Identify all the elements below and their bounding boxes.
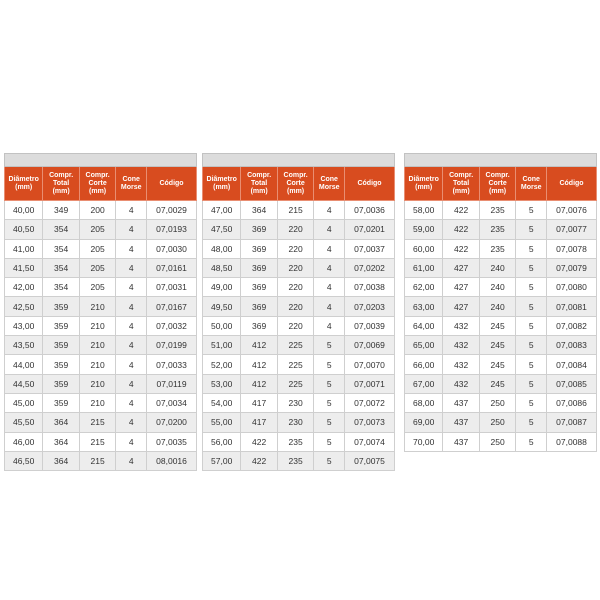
cell-compr-total: 432 — [443, 355, 479, 374]
table-row — [5, 278, 197, 297]
cell-compr-total: 369 — [241, 239, 277, 258]
cell-compr-corte: 215 — [79, 413, 115, 432]
cell-compr-corte: 210 — [79, 336, 115, 355]
cell-codigo: 07,0086 — [547, 393, 597, 412]
table-row — [405, 201, 597, 220]
cell-diametro: 61,00 — [405, 258, 443, 277]
cell-cone-morse: 5 — [314, 413, 345, 432]
table-header-row — [405, 167, 597, 201]
cell-diametro: 45,00 — [5, 393, 43, 412]
table-row — [203, 258, 395, 277]
cell-codigo: 07,0032 — [147, 316, 197, 335]
cell-cone-morse: 5 — [516, 239, 547, 258]
cell-compr-total: 364 — [43, 451, 79, 470]
cell-compr-corte: 205 — [79, 220, 115, 239]
table-row — [405, 258, 597, 277]
cell-codigo: 07,0070 — [345, 355, 395, 374]
header-diametro: Diâmetro (mm) — [5, 167, 43, 201]
cell-codigo: 07,0039 — [345, 316, 395, 335]
spec-table-1 — [4, 153, 197, 471]
table-row — [405, 220, 597, 239]
table-row — [5, 220, 197, 239]
cell-diametro: 54,00 — [203, 393, 241, 412]
header-codigo: Código — [147, 167, 197, 201]
cell-codigo: 07,0036 — [345, 201, 395, 220]
cell-compr-corte: 245 — [479, 336, 515, 355]
cell-codigo: 07,0119 — [147, 374, 197, 393]
cell-codigo: 07,0034 — [147, 393, 197, 412]
cell-cone-morse: 4 — [314, 278, 345, 297]
cell-compr-total: 427 — [443, 258, 479, 277]
table-row — [5, 239, 197, 258]
cell-diametro: 66,00 — [405, 355, 443, 374]
cell-codigo: 07,0033 — [147, 355, 197, 374]
table-row — [405, 413, 597, 432]
cell-compr-corte: 205 — [79, 278, 115, 297]
cell-compr-total: 422 — [443, 201, 479, 220]
cell-codigo: 07,0084 — [547, 355, 597, 374]
table-row — [203, 316, 395, 335]
cell-compr-total: 354 — [43, 278, 79, 297]
cell-compr-total: 354 — [43, 258, 79, 277]
cell-cone-morse: 5 — [516, 297, 547, 316]
cell-cone-morse: 4 — [116, 355, 147, 374]
cell-cone-morse: 5 — [516, 393, 547, 412]
cell-compr-total: 427 — [443, 278, 479, 297]
table-header-row — [203, 167, 395, 201]
cell-diametro: 69,00 — [405, 413, 443, 432]
cell-compr-total: 412 — [241, 374, 277, 393]
cell-cone-morse: 5 — [516, 413, 547, 432]
table-row — [405, 374, 597, 393]
cell-diametro: 50,00 — [203, 316, 241, 335]
header-cone-morse: Cone Morse — [116, 167, 147, 201]
cell-diametro: 65,00 — [405, 336, 443, 355]
cell-cone-morse: 4 — [116, 451, 147, 470]
cell-diametro: 67,00 — [405, 374, 443, 393]
table-row — [5, 201, 197, 220]
cell-codigo: 07,0082 — [547, 316, 597, 335]
table-row — [5, 297, 197, 316]
cell-codigo: 07,0199 — [147, 336, 197, 355]
cell-codigo: 07,0088 — [547, 432, 597, 451]
table-row — [5, 432, 197, 451]
table-row — [203, 336, 395, 355]
cell-compr-corte: 205 — [79, 239, 115, 258]
cell-compr-corte: 245 — [479, 316, 515, 335]
table-top-band — [5, 154, 197, 167]
cell-cone-morse: 5 — [516, 336, 547, 355]
cell-compr-corte: 215 — [79, 451, 115, 470]
cell-compr-corte: 210 — [79, 374, 115, 393]
spec-table-2 — [202, 153, 395, 471]
table-row — [405, 239, 597, 258]
table-row — [5, 374, 197, 393]
cell-cone-morse: 4 — [116, 393, 147, 412]
cell-cone-morse: 5 — [516, 316, 547, 335]
cell-codigo: 07,0202 — [345, 258, 395, 277]
cell-cone-morse: 5 — [516, 374, 547, 393]
cell-compr-total: 364 — [241, 201, 277, 220]
cell-compr-total: 359 — [43, 297, 79, 316]
cell-cone-morse: 5 — [314, 355, 345, 374]
cell-compr-total: 422 — [241, 432, 277, 451]
cell-codigo: 07,0074 — [345, 432, 395, 451]
cell-cone-morse: 5 — [516, 355, 547, 374]
cell-compr-corte: 225 — [277, 355, 313, 374]
header-compr-corte: Compr. Corte (mm) — [277, 167, 313, 201]
cell-cone-morse: 5 — [516, 220, 547, 239]
cell-codigo: 07,0193 — [147, 220, 197, 239]
cell-cone-morse: 4 — [314, 297, 345, 316]
cell-compr-corte: 230 — [277, 393, 313, 412]
cell-codigo: 07,0087 — [547, 413, 597, 432]
cell-cone-morse: 5 — [314, 393, 345, 412]
cell-codigo: 07,0076 — [547, 201, 597, 220]
cell-compr-corte: 205 — [79, 258, 115, 277]
cell-compr-total: 369 — [241, 220, 277, 239]
cell-cone-morse: 4 — [116, 336, 147, 355]
cell-diametro: 56,00 — [203, 432, 241, 451]
cell-compr-corte: 240 — [479, 297, 515, 316]
cell-codigo: 07,0081 — [547, 297, 597, 316]
cell-compr-corte: 220 — [277, 316, 313, 335]
table-row — [203, 297, 395, 316]
table-row — [203, 201, 395, 220]
cell-diametro: 49,50 — [203, 297, 241, 316]
cell-compr-total: 369 — [241, 258, 277, 277]
cell-compr-corte: 230 — [277, 413, 313, 432]
cell-diametro: 41,50 — [5, 258, 43, 277]
cell-compr-total: 364 — [43, 432, 79, 451]
cell-compr-corte: 235 — [277, 451, 313, 470]
table-row — [5, 451, 197, 470]
cell-compr-corte: 245 — [479, 374, 515, 393]
cell-compr-total: 364 — [43, 413, 79, 432]
cell-cone-morse: 4 — [314, 220, 345, 239]
cell-diametro: 63,00 — [405, 297, 443, 316]
cell-codigo: 07,0080 — [547, 278, 597, 297]
cell-diametro: 40,00 — [5, 201, 43, 220]
cell-diametro: 52,00 — [203, 355, 241, 374]
cell-diametro: 51,00 — [203, 336, 241, 355]
table-row — [405, 278, 597, 297]
cell-cone-morse: 4 — [116, 432, 147, 451]
table-row — [405, 316, 597, 335]
cell-codigo: 07,0161 — [147, 258, 197, 277]
cell-codigo: 07,0077 — [547, 220, 597, 239]
cell-codigo: 07,0037 — [345, 239, 395, 258]
table-row — [203, 278, 395, 297]
table-row — [203, 413, 395, 432]
cell-diametro: 44,50 — [5, 374, 43, 393]
header-compr-total: Compr. Total (mm) — [443, 167, 479, 201]
cell-diametro: 62,00 — [405, 278, 443, 297]
cell-codigo: 07,0071 — [345, 374, 395, 393]
cell-compr-total: 359 — [43, 355, 79, 374]
header-compr-total: Compr. Total (mm) — [241, 167, 277, 201]
cell-compr-total: 432 — [443, 316, 479, 335]
cell-compr-corte: 240 — [479, 258, 515, 277]
table-row — [203, 220, 395, 239]
header-codigo: Código — [547, 167, 597, 201]
cell-diametro: 41,00 — [5, 239, 43, 258]
cell-cone-morse: 5 — [314, 451, 345, 470]
table-row — [405, 355, 597, 374]
cell-diametro: 70,00 — [405, 432, 443, 451]
cell-codigo: 07,0073 — [345, 413, 395, 432]
table-row — [405, 393, 597, 412]
table-header-row — [5, 167, 197, 201]
cell-compr-corte: 235 — [479, 239, 515, 258]
table-row — [5, 258, 197, 277]
table-row — [405, 432, 597, 451]
cell-compr-corte: 200 — [79, 201, 115, 220]
cell-diametro: 46,50 — [5, 451, 43, 470]
table-row — [5, 336, 197, 355]
table-row — [203, 374, 395, 393]
table-row — [203, 239, 395, 258]
header-compr-total: Compr. Total (mm) — [43, 167, 79, 201]
cell-cone-morse: 5 — [314, 336, 345, 355]
cell-compr-total: 417 — [241, 413, 277, 432]
cell-compr-corte: 220 — [277, 297, 313, 316]
header-cone-morse: Cone Morse — [516, 167, 547, 201]
table-top-band — [203, 154, 395, 167]
cell-codigo: 07,0203 — [345, 297, 395, 316]
cell-codigo: 07,0167 — [147, 297, 197, 316]
cell-diametro: 53,00 — [203, 374, 241, 393]
cell-compr-total: 354 — [43, 220, 79, 239]
cell-compr-corte: 250 — [479, 432, 515, 451]
cell-diametro: 44,00 — [5, 355, 43, 374]
cell-compr-total: 369 — [241, 297, 277, 316]
cell-codigo: 07,0083 — [547, 336, 597, 355]
cell-codigo: 07,0201 — [345, 220, 395, 239]
cell-compr-corte: 225 — [277, 336, 313, 355]
cell-diametro: 49,00 — [203, 278, 241, 297]
cell-compr-total: 369 — [241, 278, 277, 297]
cell-compr-total: 354 — [43, 239, 79, 258]
cell-cone-morse: 4 — [314, 239, 345, 258]
cell-diametro: 48,50 — [203, 258, 241, 277]
cell-codigo: 07,0072 — [345, 393, 395, 412]
cell-diametro: 42,50 — [5, 297, 43, 316]
cell-cone-morse: 4 — [314, 258, 345, 277]
cell-diametro: 60,00 — [405, 239, 443, 258]
cell-compr-corte: 220 — [277, 220, 313, 239]
cell-compr-corte: 235 — [479, 220, 515, 239]
header-compr-corte: Compr. Corte (mm) — [479, 167, 515, 201]
cell-diametro: 55,00 — [203, 413, 241, 432]
table-row — [5, 316, 197, 335]
cell-codigo: 07,0038 — [345, 278, 395, 297]
cell-compr-corte: 250 — [479, 413, 515, 432]
cell-cone-morse: 5 — [314, 374, 345, 393]
header-compr-corte: Compr. Corte (mm) — [79, 167, 115, 201]
cell-compr-total: 437 — [443, 413, 479, 432]
cell-compr-total: 359 — [43, 336, 79, 355]
cell-cone-morse: 5 — [516, 432, 547, 451]
cell-compr-corte: 220 — [277, 239, 313, 258]
cell-diametro: 64,00 — [405, 316, 443, 335]
cell-compr-total: 432 — [443, 336, 479, 355]
cell-codigo: 07,0029 — [147, 201, 197, 220]
table-row — [203, 393, 395, 412]
cell-cone-morse: 4 — [116, 278, 147, 297]
cell-compr-corte: 235 — [479, 201, 515, 220]
cell-compr-corte: 215 — [79, 432, 115, 451]
cell-compr-corte: 225 — [277, 374, 313, 393]
header-diametro: Diâmetro (mm) — [203, 167, 241, 201]
cell-compr-corte: 210 — [79, 393, 115, 412]
cell-compr-corte: 210 — [79, 355, 115, 374]
cell-diametro: 47,00 — [203, 201, 241, 220]
cell-diametro: 48,00 — [203, 239, 241, 258]
table-row — [405, 297, 597, 316]
cell-cone-morse: 4 — [116, 201, 147, 220]
cell-compr-total: 412 — [241, 336, 277, 355]
cell-cone-morse: 4 — [116, 374, 147, 393]
table-top-band — [405, 154, 597, 167]
cell-compr-total: 359 — [43, 393, 79, 412]
cell-diametro: 43,00 — [5, 316, 43, 335]
cell-compr-corte: 220 — [277, 278, 313, 297]
cell-cone-morse: 4 — [116, 258, 147, 277]
cell-diametro: 42,00 — [5, 278, 43, 297]
cell-diametro: 58,00 — [405, 201, 443, 220]
cell-compr-corte: 245 — [479, 355, 515, 374]
cell-compr-total: 349 — [43, 201, 79, 220]
cell-cone-morse: 4 — [314, 316, 345, 335]
table-row — [203, 451, 395, 470]
cell-compr-corte: 250 — [479, 393, 515, 412]
table-row — [5, 413, 197, 432]
cell-cone-morse: 5 — [516, 201, 547, 220]
cell-compr-total: 437 — [443, 393, 479, 412]
header-codigo: Código — [345, 167, 395, 201]
cell-compr-total: 432 — [443, 374, 479, 393]
cell-compr-corte: 215 — [277, 201, 313, 220]
cell-compr-total: 417 — [241, 393, 277, 412]
cell-codigo: 07,0075 — [345, 451, 395, 470]
table-row — [5, 393, 197, 412]
cell-compr-total: 422 — [443, 220, 479, 239]
cell-codigo: 07,0035 — [147, 432, 197, 451]
cell-compr-total: 437 — [443, 432, 479, 451]
cell-diametro: 40,50 — [5, 220, 43, 239]
header-cone-morse: Cone Morse — [314, 167, 345, 201]
cell-cone-morse: 5 — [516, 278, 547, 297]
table-row — [5, 355, 197, 374]
cell-codigo: 07,0031 — [147, 278, 197, 297]
cell-compr-corte: 235 — [277, 432, 313, 451]
cell-codigo: 07,0078 — [547, 239, 597, 258]
cell-diametro: 59,00 — [405, 220, 443, 239]
cell-compr-total: 427 — [443, 297, 479, 316]
cell-diametro: 68,00 — [405, 393, 443, 412]
table-row — [203, 355, 395, 374]
cell-compr-corte: 210 — [79, 297, 115, 316]
cell-cone-morse: 4 — [116, 413, 147, 432]
cell-codigo: 08,0016 — [147, 451, 197, 470]
cell-compr-total: 422 — [443, 239, 479, 258]
cell-cone-morse: 4 — [116, 297, 147, 316]
cell-compr-corte: 240 — [479, 278, 515, 297]
cell-cone-morse: 4 — [116, 316, 147, 335]
cell-cone-morse: 5 — [314, 432, 345, 451]
cell-compr-corte: 220 — [277, 258, 313, 277]
cell-cone-morse: 4 — [314, 201, 345, 220]
cell-compr-total: 422 — [241, 451, 277, 470]
cell-compr-corte: 210 — [79, 316, 115, 335]
cell-cone-morse: 4 — [116, 220, 147, 239]
cell-compr-total: 369 — [241, 316, 277, 335]
table-row — [203, 432, 395, 451]
cell-codigo: 07,0069 — [345, 336, 395, 355]
cell-diametro: 57,00 — [203, 451, 241, 470]
cell-compr-total: 412 — [241, 355, 277, 374]
header-diametro: Diâmetro (mm) — [405, 167, 443, 201]
cell-codigo: 07,0079 — [547, 258, 597, 277]
cell-codigo: 07,0030 — [147, 239, 197, 258]
cell-diametro: 47,50 — [203, 220, 241, 239]
cell-diametro: 43,50 — [5, 336, 43, 355]
cell-compr-total: 359 — [43, 374, 79, 393]
cell-compr-total: 359 — [43, 316, 79, 335]
cell-cone-morse: 4 — [116, 239, 147, 258]
cell-diametro: 45,50 — [5, 413, 43, 432]
table-row — [405, 336, 597, 355]
cell-codigo: 07,0085 — [547, 374, 597, 393]
spec-table-3 — [404, 153, 597, 452]
cell-diametro: 46,00 — [5, 432, 43, 451]
cell-codigo: 07,0200 — [147, 413, 197, 432]
cell-cone-morse: 5 — [516, 258, 547, 277]
